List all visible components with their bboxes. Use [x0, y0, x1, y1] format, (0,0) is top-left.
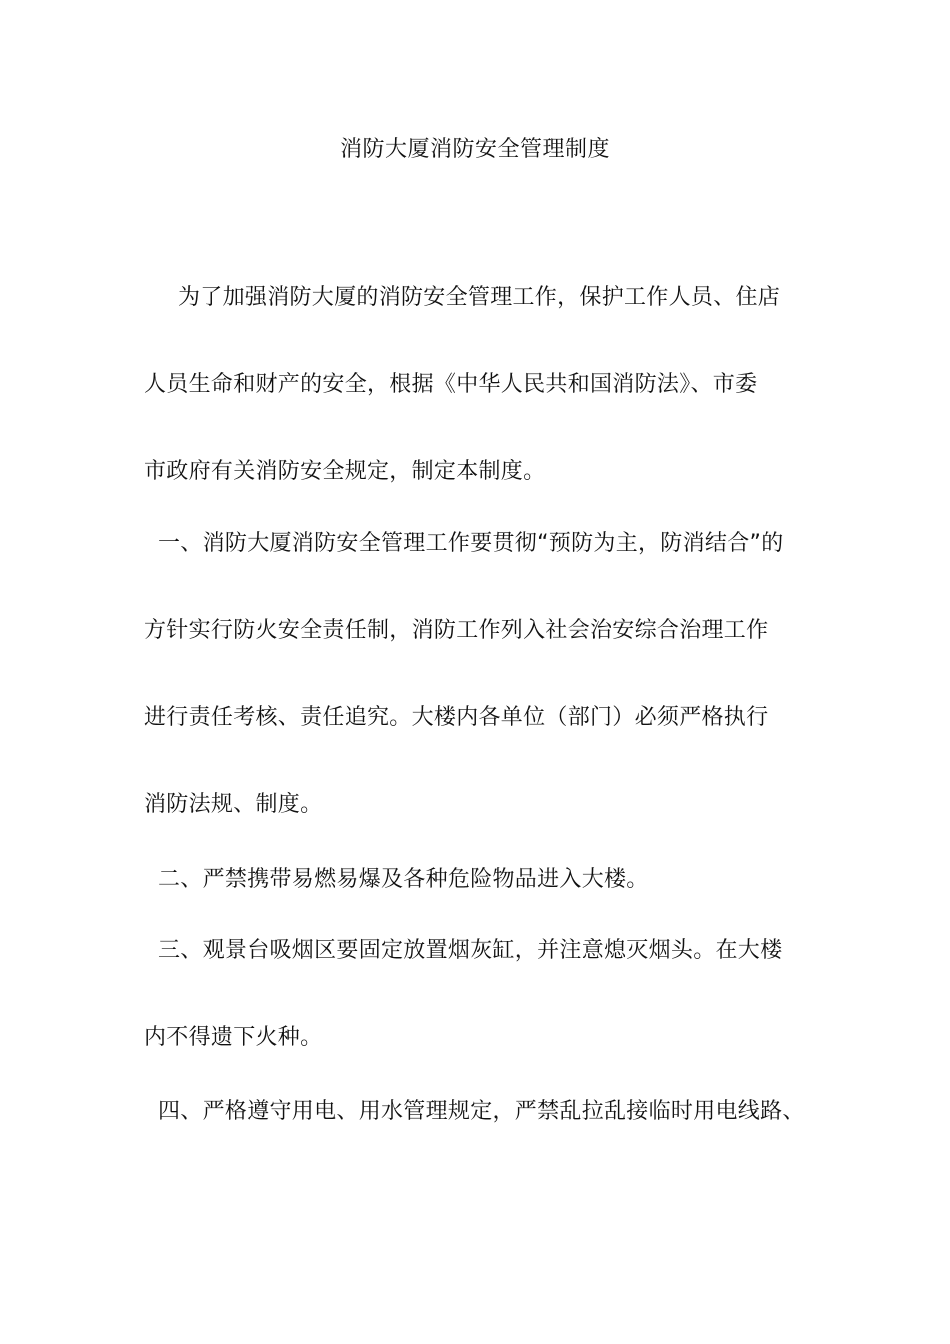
document-title: 消防大厦消防安全管理制度: [339, 137, 610, 162]
paragraph-line: 一、消防大厦消防安全管理工作要贯彻“预防为主，防消结合”的: [158, 531, 784, 556]
paragraph-line: 为了加强消防大厦的消防安全管理工作，保护工作人员、住店: [178, 285, 781, 310]
paragraph-line: 市政府有关消防安全规定，制定本制度。: [144, 459, 546, 484]
paragraph-line: 四、严格遵守用电、用水管理规定，严禁乱拉乱接临时用电线路、: [158, 1099, 805, 1124]
paragraph-line: 方针实行防火安全责任制，消防工作列入社会治安综合治理工作: [144, 618, 769, 643]
paragraph-line: 消防法规、制度。: [144, 792, 323, 817]
paragraph-line: 内不得遗下火种。: [144, 1025, 323, 1050]
paragraph-line: 三、观景台吸烟区要固定放置烟灰缸，并注意熄灭烟头。在大楼: [158, 938, 783, 963]
paragraph-line: 人员生命和财产的安全，根据《中华人民共和国消防法》、市委: [144, 372, 758, 397]
paragraph-line: 进行责任考核、责任追究。大楼内各单位（部门）必须严格执行: [144, 705, 769, 730]
paragraph-line: 二、严禁携带易燃易爆及各种危险物品进入大楼。: [158, 867, 649, 892]
